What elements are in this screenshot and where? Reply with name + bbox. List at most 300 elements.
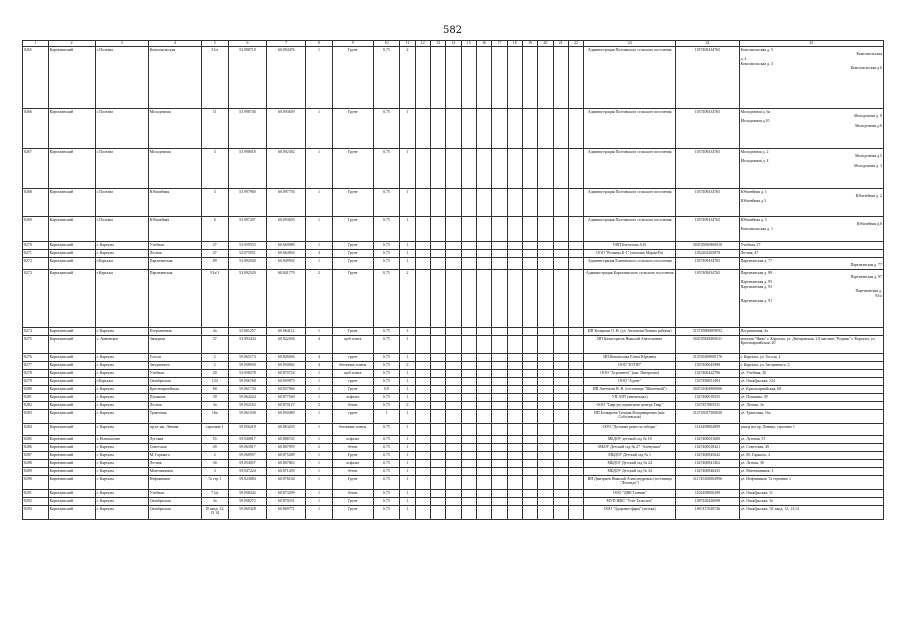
table-cell: [553, 468, 568, 476]
table-cell: [430, 424, 445, 436]
table-cell: [538, 402, 553, 410]
table-cell: [415, 424, 430, 436]
table-cell: 8267: [23, 149, 49, 189]
table-cell: [476, 109, 491, 149]
table-cell: 1027400846435: [676, 468, 739, 476]
table-cell: Карталинский: [48, 242, 95, 250]
table-cell: [553, 328, 568, 336]
table-cell: 1: [306, 476, 333, 490]
table-cell: 59.061038: [228, 410, 267, 424]
table-cell: [492, 452, 507, 460]
table-cell: [415, 490, 430, 498]
table-cell: 1: [400, 394, 415, 402]
table-cell: [415, 370, 430, 378]
address-line: Комсомольская д. 1: [740, 226, 773, 231]
table-cell: [568, 424, 583, 436]
table-row: [23, 270, 884, 328]
table-cell: [492, 109, 507, 149]
header-cell: 15: [461, 41, 476, 47]
table-cell: [568, 506, 583, 520]
table-cell: 1057409434765: [676, 189, 739, 217]
table-cell: [476, 250, 491, 258]
table-cell: [461, 490, 476, 498]
table-cell: г.Карталы: [95, 378, 148, 386]
table-cell: 2: [400, 270, 415, 328]
table-cell: [507, 444, 522, 452]
table-cell: [538, 378, 553, 386]
table-cell: 1: [400, 460, 415, 468]
table-cell: [553, 336, 568, 354]
address-line: Юбилейная д. 2: [855, 194, 882, 199]
table-cell: [430, 109, 445, 149]
table-cell: [446, 270, 461, 328]
table-cell: [476, 242, 491, 250]
table-cell: 11: [201, 109, 228, 149]
table-cell: 59.023884: [228, 476, 267, 490]
table-cell: [430, 476, 445, 490]
header-cell: 25: [739, 41, 883, 47]
table-cell: [538, 362, 553, 370]
table-cell: 1: [306, 394, 333, 402]
table-cell: 1: [306, 109, 333, 149]
table-cell: ООО "Адонт": [584, 378, 676, 386]
table-cell: 8273: [23, 270, 49, 328]
table-cell: 53.093434: [228, 336, 267, 354]
table-cell: 1102458000299: [676, 490, 739, 498]
table-cell: [522, 410, 537, 424]
table-cell: 59.063917: [228, 444, 267, 452]
table-cell: ул. Монтажников, 3: [739, 468, 883, 476]
table-cell: 0,75: [373, 362, 400, 370]
table-cell: магазин "Нива" г. Карталы, ул. Днепровская, 2А магазин "Родник" г. Карталы, ул. Красноармейская, 20: [739, 336, 883, 354]
table-cell: 1167457005531: [676, 402, 739, 410]
table-cell: ИП Бочкарева Татьяна Владимировна (маг. Соболевская): [584, 410, 676, 424]
table-cell: 60.097756: [267, 189, 306, 217]
table-cell: [415, 476, 430, 490]
table-cell: Грунт: [332, 149, 373, 189]
table-cell: Пушкина: [148, 394, 201, 402]
table-cell: [461, 386, 476, 394]
address-line: д. 4: [740, 56, 747, 61]
table-row: [23, 436, 884, 444]
table-cell: бетон: [332, 468, 373, 476]
table-row: [23, 468, 884, 476]
table-cell: МБДОУ детский сад № 18: [584, 436, 676, 444]
table-cell: 54.075051: [228, 250, 267, 258]
table-cell: [476, 378, 491, 386]
table-cell: [446, 386, 461, 394]
table-cell: г. Карталы, ул. Загоризного, 2: [739, 362, 883, 370]
table-cell: г. Карталы: [95, 394, 148, 402]
address-line: Молодежная д.6: [855, 123, 882, 128]
table-cell: 8289: [23, 468, 49, 476]
table-cell: [568, 109, 583, 149]
table-cell: [446, 506, 461, 520]
table-cell: 60.850489: [267, 410, 306, 424]
table-cell: [492, 189, 507, 217]
table-cell: 60.859975: [267, 378, 306, 386]
table-cell: Карталинский: [48, 410, 95, 424]
table-cell: [568, 47, 583, 109]
table-cell: [476, 436, 491, 444]
table-cell: Карталинский: [48, 460, 95, 468]
table-cell: 1057409434765: [676, 47, 739, 109]
address-line: Юбилейная д.3: [740, 198, 766, 203]
table-cell: [492, 386, 507, 394]
table-cell: 2: [400, 402, 415, 410]
table-cell: [476, 362, 491, 370]
address-line: Молодежная д.10: [740, 118, 770, 123]
address-line: Юбилейная д. 1: [740, 189, 767, 194]
table-cell: ООО "КТПП": [584, 362, 676, 370]
header-cell: 19: [522, 41, 537, 47]
table-cell: 3а: [201, 498, 228, 506]
table-cell: 304745828400031: [676, 336, 739, 354]
table-cell: [568, 490, 583, 498]
table-row: [23, 410, 884, 424]
table-cell: [538, 444, 553, 452]
table-row: [23, 370, 884, 378]
table-cell: [461, 452, 476, 460]
table-cell: [461, 270, 476, 328]
table-cell: г. Карталы: [95, 424, 148, 436]
table-cell: г. Карталы: [95, 476, 148, 490]
table-cell: грунт: [332, 354, 373, 362]
table-cell: [507, 410, 522, 424]
table-cell: 1: [400, 378, 415, 386]
table-cell: 2: [201, 362, 228, 370]
table-cell: [430, 498, 445, 506]
table-cell: [507, 436, 522, 444]
table-cell: 1: [306, 370, 333, 378]
table-cell: [461, 424, 476, 436]
table-cell: [507, 386, 522, 394]
header-cell: 4: [148, 41, 201, 47]
table-cell: 6: [201, 217, 228, 242]
table-cell: 55: [201, 436, 228, 444]
table-cell: 314745308000176: [676, 354, 739, 362]
table-cell: 0,75: [373, 436, 400, 444]
table-row: [23, 354, 884, 362]
table-cell: [553, 47, 568, 109]
table-cell: [538, 436, 553, 444]
table-cell: 60.863235: [267, 424, 306, 436]
table-cell: 1: [400, 258, 415, 270]
header-cell: 11: [400, 41, 415, 47]
table-cell: Грунт: [332, 217, 373, 242]
table-cell: 0,75: [373, 394, 400, 402]
table-cell: 59.054057: [228, 460, 267, 468]
table-cell: с.Полтава: [95, 109, 148, 149]
table-cell: Администрация Полтавского сельского поселения: [584, 47, 676, 109]
table-cell: 30: [201, 460, 228, 468]
table-cell: 1: [400, 452, 415, 460]
table-cell: 60.092382: [267, 149, 306, 189]
table-cell: [415, 258, 430, 270]
table-cell: [461, 444, 476, 452]
table-cell: 315745800009092: [676, 328, 739, 336]
table-cell: Карталинский: [48, 336, 95, 354]
table-cell: [739, 189, 883, 217]
table-cell: 8278: [23, 370, 49, 378]
table-cell: 0,75: [373, 47, 400, 109]
table-cell: Грунт: [332, 476, 373, 490]
table-cell: ООО "Тавр-рп сервисного центра Тавр": [584, 402, 676, 410]
table-cell: [461, 498, 476, 506]
table-cell: [739, 109, 883, 149]
table-cell: 0,75: [373, 217, 400, 242]
table-cell: Гоголя: [148, 354, 201, 362]
table-cell: [461, 362, 476, 370]
table-cell: [415, 189, 430, 217]
page-number: 582: [442, 25, 463, 36]
table-cell: [492, 258, 507, 270]
table-cell: асфальт: [332, 436, 373, 444]
table-cell: 1: [400, 386, 415, 394]
table-cell: 0,75: [373, 328, 400, 336]
table-cell: [446, 424, 461, 436]
table-cell: [522, 460, 537, 468]
table-cell: [568, 242, 583, 250]
table-cell: 0,75: [373, 476, 400, 490]
table-cell: [522, 452, 537, 460]
table-cell: [492, 490, 507, 498]
table-cell: [507, 370, 522, 378]
table-cell: [522, 354, 537, 362]
table-cell: [522, 370, 537, 378]
table-cell: [522, 402, 537, 410]
table-cell: [553, 362, 568, 370]
table-cell: Юбилейная: [148, 189, 201, 217]
table-cell: щеб.плита: [332, 370, 373, 378]
table-cell: [538, 410, 553, 424]
table-cell: ИП Калистратов Николай Анатольевич: [584, 336, 676, 354]
table-cell: [415, 109, 430, 149]
table-cell: [415, 378, 430, 386]
table-cell: 53.998746: [228, 109, 267, 149]
table-cell: Советская: [148, 444, 201, 452]
table-cell: [476, 336, 491, 354]
table-cell: [430, 452, 445, 460]
address-line: Молодежная д. 4: [740, 158, 769, 163]
header-cell: 16: [476, 41, 491, 47]
table-cell: Комсомольская: [148, 47, 201, 109]
table-cell: [446, 444, 461, 452]
table-cell: 8280: [23, 386, 49, 394]
table-cell: 0,75: [373, 424, 400, 436]
table-cell: [430, 258, 445, 270]
table-cell: [476, 47, 491, 109]
table-cell: 8287: [23, 452, 49, 460]
table-cell: [492, 410, 507, 424]
table-cell: [568, 328, 583, 336]
table-cell: 59.040817: [228, 436, 267, 444]
table-cell: 1: [400, 354, 415, 362]
table-cell: [446, 436, 461, 444]
table-cell: [568, 250, 583, 258]
header-cell: 5: [201, 41, 228, 47]
table-cell: [476, 506, 491, 520]
table-cell: [446, 378, 461, 386]
table-cell: щеб.плита: [332, 336, 373, 354]
table-cell: 60.870127: [267, 402, 306, 410]
table-cell: [446, 402, 461, 410]
table-cell: Карталинский: [48, 468, 95, 476]
table-cell: 1: [306, 490, 333, 498]
table-cell: [522, 468, 537, 476]
table-cell: [492, 436, 507, 444]
table-cell: [553, 217, 568, 242]
table-cell: [492, 336, 507, 354]
table-cell: с.Полтава: [95, 47, 148, 109]
table-cell: [538, 460, 553, 468]
table-cell: [568, 498, 583, 506]
address-line: Партизанская д. 91: [740, 298, 773, 303]
table-cell: 53.092529: [228, 270, 267, 328]
table-cell: [507, 189, 522, 217]
table-cell: Грунт: [332, 242, 373, 250]
address-line: Комсомольская д.6: [850, 66, 882, 71]
table-cell: г. Карталы: [95, 402, 148, 410]
table-cell: [461, 250, 476, 258]
address-line: Юбилейная д.6: [856, 222, 882, 227]
table-cell: 8284: [23, 424, 49, 436]
table-cell: [415, 149, 430, 189]
table-cell: ул. Пушкина, 39: [739, 394, 883, 402]
table-cell: [430, 378, 445, 386]
table-cell: г. Карталы: [95, 354, 148, 362]
table-cell: [507, 452, 522, 460]
table-cell: [415, 217, 430, 242]
table-cell: [446, 394, 461, 402]
address-line: Партизанская д. 97: [850, 275, 882, 280]
table-cell: 1027400018255: [676, 394, 739, 402]
table-cell: пр-кт им. Ленина: [148, 424, 201, 436]
table-cell: [522, 47, 537, 109]
table-cell: [430, 242, 445, 250]
header-cell: 18: [507, 41, 522, 47]
table-cell: Лесная, 47: [739, 250, 883, 258]
table-cell: Пограничная: [148, 328, 201, 336]
header-cell: 22: [568, 41, 583, 47]
table-cell: бетон: [332, 490, 373, 498]
table-cell: 3: [201, 189, 228, 217]
table-cell: Партизанская: [148, 270, 201, 328]
table-cell: 1027400845642: [676, 452, 739, 460]
table-cell: [461, 149, 476, 189]
table-cell: [492, 460, 507, 468]
table-cell: Грунт: [332, 47, 373, 109]
table-row: [23, 336, 884, 354]
table-cell: [446, 410, 461, 424]
table-cell: [553, 444, 568, 452]
table-cell: 1: [400, 189, 415, 217]
table-cell: 1: [400, 498, 415, 506]
table-cell: [553, 149, 568, 189]
table-cell: [415, 452, 430, 460]
table-cell: Монтажников: [148, 468, 201, 476]
table-cell: Карталинский: [48, 250, 95, 258]
table-cell: ул. Лесная, 30: [739, 460, 883, 468]
table-cell: [553, 258, 568, 270]
table-cell: 1057409434765: [676, 149, 739, 189]
table-cell: [461, 468, 476, 476]
table-cell: с.Полтава: [95, 149, 148, 189]
table-cell: [538, 47, 553, 109]
table-cell: [568, 336, 583, 354]
table-cell: [568, 189, 583, 217]
table-cell: [461, 242, 476, 250]
header-cell: 3: [95, 41, 148, 47]
table-cell: [476, 328, 491, 336]
table-cell: [739, 258, 883, 270]
table-cell: Карталинский: [48, 506, 95, 520]
table-cell: [538, 498, 553, 506]
table-cell: [446, 476, 461, 490]
table-cell: 8276: [23, 354, 49, 362]
table-cell: 304745830900018: [676, 242, 739, 250]
table-cell: [553, 476, 568, 490]
table-row: [23, 217, 884, 242]
table-cell: Лесная: [148, 402, 201, 410]
table-row: [23, 109, 884, 149]
table-cell: 59.058930: [228, 362, 267, 370]
table-cell: Карталинский: [48, 402, 95, 410]
table-cell: 0,75: [373, 444, 400, 452]
address-line: Молодежная д. 2: [740, 149, 769, 154]
table-cell: [415, 362, 430, 370]
table-cell: [538, 250, 553, 258]
table-cell: 8283: [23, 410, 49, 424]
address-line: Молодежная д. 8: [854, 114, 882, 119]
table-cell: [568, 270, 583, 328]
table-cell: Нефтяников: [148, 476, 201, 490]
table-cell: г. Карталы: [95, 250, 148, 258]
table-cell: 1: [400, 336, 415, 354]
table-row: [23, 490, 884, 498]
table-cell: [430, 402, 445, 410]
table-cell: Карталинский: [48, 354, 95, 362]
table-cell: [522, 394, 537, 402]
table-cell: [568, 468, 583, 476]
table-cell: 1027400422796: [676, 370, 739, 378]
table-cell: 8281: [23, 394, 49, 402]
table-cell: [522, 498, 537, 506]
table-cell: 8271: [23, 250, 49, 258]
table-cell: 60.875289: [267, 452, 306, 460]
table-cell: 59.058342: [228, 490, 267, 498]
table-cell: [507, 498, 522, 506]
table-cell: Юбилейная: [148, 217, 201, 242]
table-cell: 3а: [201, 402, 228, 410]
table-cell: 3: [201, 468, 228, 476]
table-cell: [476, 354, 491, 362]
table-cell: ул. Октябрьская, 3а: [739, 498, 883, 506]
address-line: Комсомольская д. 3: [740, 61, 773, 66]
table-cell: [507, 258, 522, 270]
table-cell: 60.867863: [267, 460, 306, 468]
table-cell: [415, 354, 430, 362]
table-cell: [522, 362, 537, 370]
table-cell: 0,75: [373, 354, 400, 362]
table-cell: ООО "Агроинтех" (маг. Пятерочка): [584, 370, 676, 378]
table-cell: Учебная: [148, 242, 201, 250]
table-row: [23, 444, 884, 452]
table-cell: [538, 490, 553, 498]
header-cell: 17: [492, 41, 507, 47]
table-cell: 1: [306, 258, 333, 270]
address-line: Молодежная д.5: [855, 154, 882, 159]
